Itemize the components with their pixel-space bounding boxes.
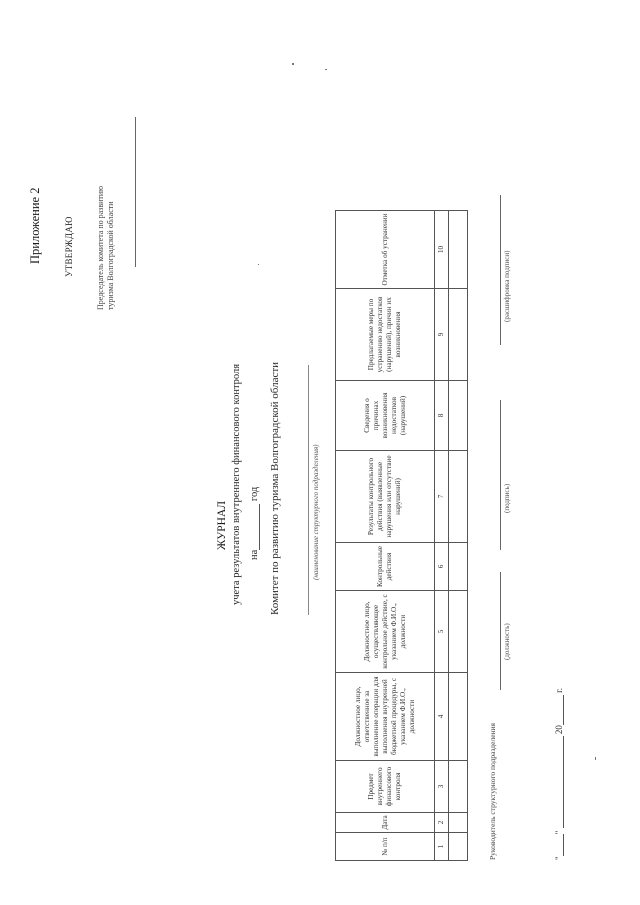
- signature-caption: (подпись): [503, 483, 511, 513]
- journal-period: [248, 487, 260, 560]
- journal-title: ЖУРНАЛ: [216, 500, 228, 550]
- column-number: 1: [435, 833, 449, 861]
- column-number-row: [435, 211, 449, 861]
- table-cell: [449, 543, 468, 591]
- approval-signature-line: [135, 117, 136, 267]
- header-cell: Отметка об устранении: [336, 211, 435, 289]
- scan-speck: [292, 63, 294, 65]
- table-header-row: [336, 211, 435, 861]
- period-suffix: год: [249, 486, 260, 502]
- quote-open: ": [554, 856, 564, 860]
- table-cell: [449, 591, 468, 673]
- header-cell: Сведения о причинах возникновения недостатков (нарушений): [336, 381, 435, 451]
- header-cell: Предлагаемые меры по устранению недостатков (нарушений), причин их возникновения: [336, 289, 435, 381]
- header-cell: Должностное лицо, осуществляющее контрольное действие, с указанием Ф.И.О., должности: [336, 591, 435, 673]
- table-row: [449, 211, 468, 861]
- year-prefix: 20: [554, 725, 564, 735]
- chairman-line-2: туризма Волгоградской области: [106, 201, 115, 310]
- head-of-unit-label: Руководитель структурного подразделения: [488, 723, 497, 860]
- period-year-blank: [248, 504, 260, 550]
- scan-speck: [325, 69, 327, 70]
- signature-line: [500, 400, 501, 550]
- scan-speck: [595, 757, 596, 760]
- column-number: 9: [435, 289, 449, 381]
- organization-name: Комитет по развитию туризма Волгоградской области: [269, 361, 281, 615]
- header-cell: Предмет внутреннего финансового контроля: [336, 761, 435, 813]
- position-line: [500, 572, 501, 690]
- table-cell: [449, 761, 468, 813]
- date-row: [553, 688, 564, 860]
- header-cell: Результаты контрольного действия (выявленные нарушения или отсутствие нарушений): [336, 451, 435, 543]
- header-cell: Дата: [336, 813, 435, 833]
- chairman-line-1: Председатель комитета по развитию: [96, 185, 105, 310]
- table-cell: [449, 289, 468, 381]
- decoding-caption: (расшифровка подписи): [503, 250, 511, 322]
- column-number: 4: [435, 673, 449, 761]
- year-suffix: г.: [554, 687, 564, 693]
- header-cell: Должностное лицо, ответственное за выполнение операции для выполнения внутренней бюджетной процедуры, с указанием Ф.И.О., должности: [336, 673, 435, 761]
- header-cell: № п/п: [336, 833, 435, 861]
- year-blank: [553, 695, 564, 725]
- table-cell: [449, 673, 468, 761]
- control-journal-table: [335, 210, 468, 861]
- month-blank: [553, 736, 564, 828]
- unit-caption: (наименование структурного подразделения): [312, 444, 320, 580]
- column-number: 10: [435, 211, 449, 289]
- column-number: 3: [435, 761, 449, 813]
- table-cell: [449, 381, 468, 451]
- column-number: 7: [435, 451, 449, 543]
- column-number: 6: [435, 543, 449, 591]
- scan-speck: [258, 264, 259, 265]
- period-prefix: на: [249, 549, 260, 560]
- approve-label: УТВЕРЖДАЮ: [64, 216, 74, 277]
- quote-close: ": [554, 830, 564, 835]
- column-number: 8: [435, 381, 449, 451]
- journal-subtitle: учета результатов внутреннего финансового контроля: [231, 363, 242, 605]
- chairman-title: [96, 110, 116, 310]
- unit-name-line: [308, 365, 309, 615]
- table-cell: [449, 451, 468, 543]
- day-blank: [553, 834, 564, 856]
- header-cell: Контрольные действия: [336, 543, 435, 591]
- column-number: 2: [435, 813, 449, 833]
- column-number: 5: [435, 591, 449, 673]
- table-cell: [449, 833, 468, 861]
- decoding-line: [500, 195, 501, 345]
- position-caption: (должность): [503, 623, 511, 660]
- table-cell: [449, 813, 468, 833]
- table-cell: [449, 211, 468, 289]
- appendix-label: Приложение 2: [28, 187, 42, 264]
